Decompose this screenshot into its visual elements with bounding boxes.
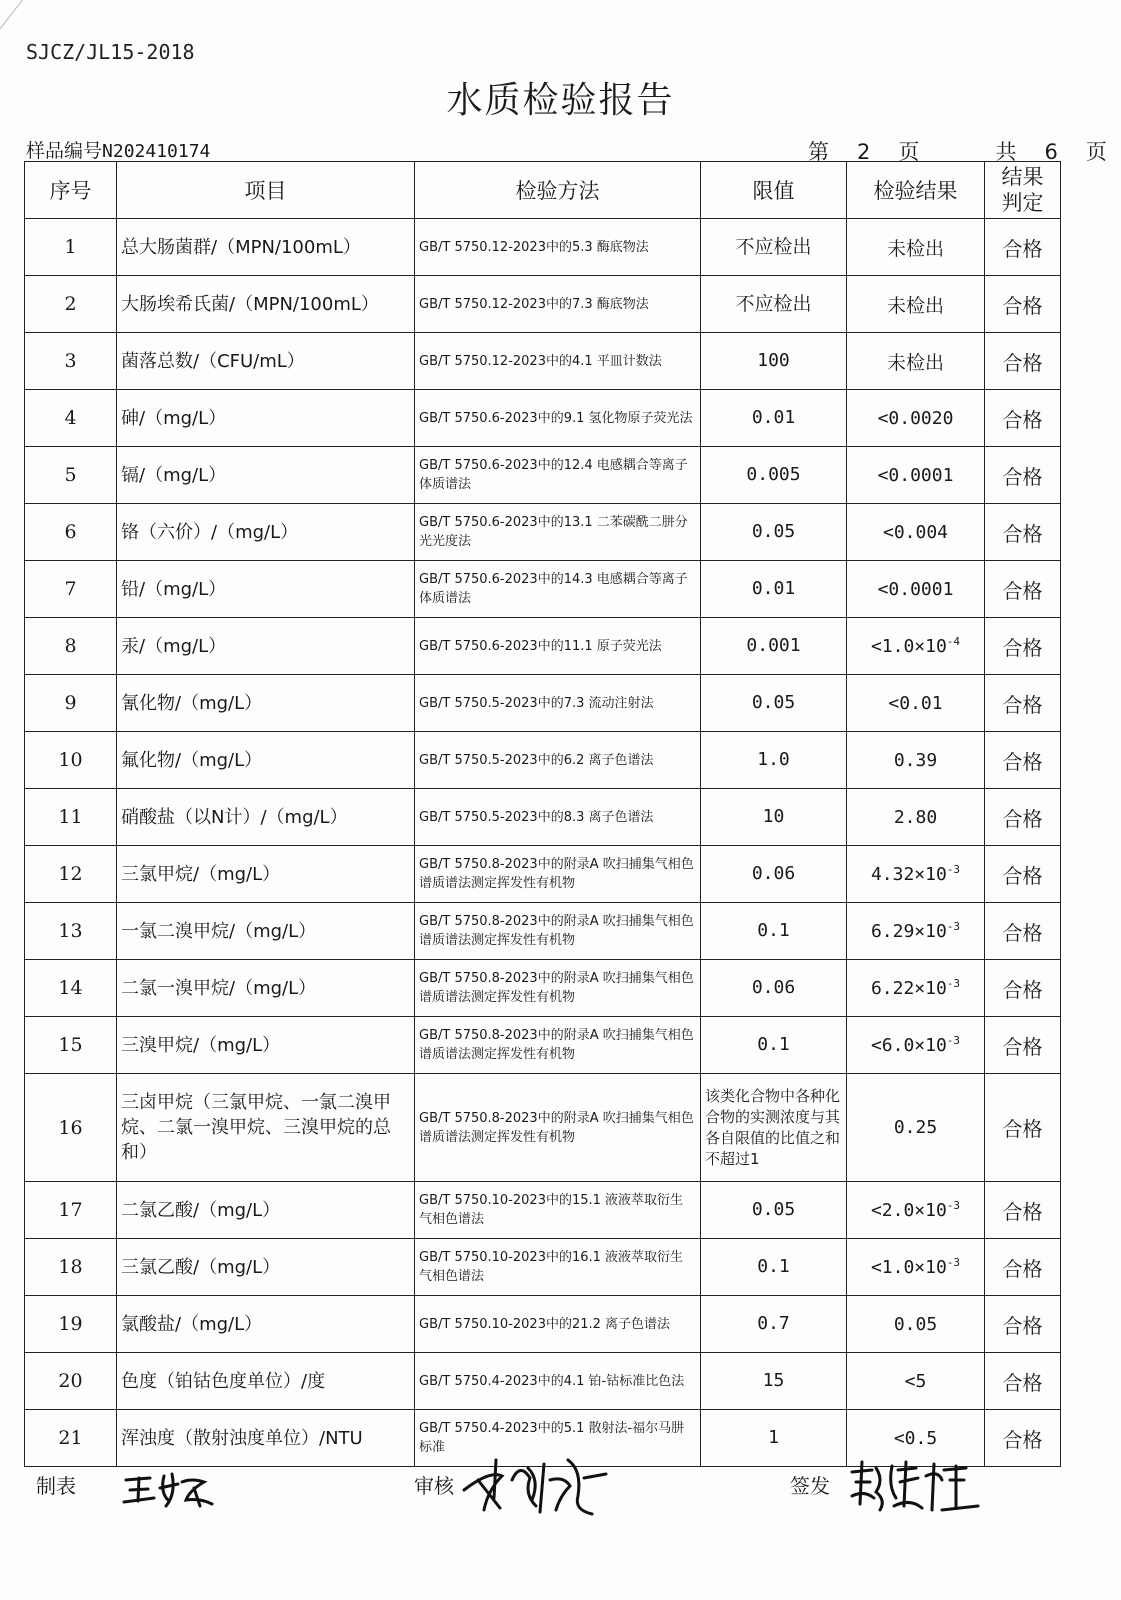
- row-number: 18: [25, 1239, 117, 1296]
- result-value: <0.004: [882, 521, 949, 543]
- result-cell: [847, 789, 985, 846]
- table-row: [25, 504, 1061, 561]
- header-judgement: 结果判定: [985, 162, 1061, 219]
- row-number: 8: [25, 618, 117, 675]
- test-item: 三氯乙酸/（mg/L）: [117, 1239, 415, 1296]
- table-row: [25, 675, 1061, 732]
- result-cell: [847, 390, 985, 447]
- result-cell: [847, 333, 985, 390]
- prepared-label: 制表: [36, 1474, 76, 1498]
- limit-value: 0.1: [701, 903, 847, 960]
- result-cell: [847, 276, 985, 333]
- result-exponent: -3: [946, 1199, 961, 1212]
- row-number: 11: [25, 789, 117, 846]
- judgement-value: 合格: [985, 732, 1061, 789]
- page-current: 2: [857, 140, 871, 164]
- judgement-value: 合格: [985, 1296, 1061, 1353]
- result-exponent: -3: [946, 1034, 961, 1047]
- header-limit: 限值: [701, 162, 847, 219]
- result-cell: [847, 1182, 985, 1239]
- test-method: GB/T 5750.8-2023中的附录A 吹扫捕集气相色谱质谱法测定挥发性有机物: [415, 960, 701, 1017]
- result-value: <0.5: [893, 1427, 938, 1449]
- result-value: <0.01: [888, 692, 943, 714]
- limit-value: 100: [701, 333, 847, 390]
- result-cell: [847, 561, 985, 618]
- table-row: [25, 732, 1061, 789]
- page-total: 6: [1044, 140, 1058, 164]
- judgement-value: 合格: [985, 276, 1061, 333]
- row-number: 21: [25, 1410, 117, 1467]
- reviewed-signature: [460, 1450, 610, 1520]
- table-row: [25, 276, 1061, 333]
- result-cell: [847, 960, 985, 1017]
- test-method: GB/T 5750.4-2023中的4.1 铂-钴标准比色法: [415, 1353, 701, 1410]
- judgement-value: 合格: [985, 333, 1061, 390]
- judgement-value: 合格: [985, 1182, 1061, 1239]
- test-item: 氰化物/（mg/L）: [117, 675, 415, 732]
- limit-value: 0.1: [701, 1017, 847, 1074]
- test-item: 镉/（mg/L）: [117, 447, 415, 504]
- judgement-value: 合格: [985, 390, 1061, 447]
- limit-value: 0.01: [701, 390, 847, 447]
- issued-signature: [846, 1456, 986, 1516]
- result-exponent: -3: [946, 920, 961, 933]
- test-item: 浑浊度（散射浊度单位）/NTU: [117, 1410, 415, 1467]
- table-row: [25, 1182, 1061, 1239]
- result-value: 0.05: [893, 1313, 938, 1335]
- result-value: 6.22×10: [870, 978, 947, 999]
- sample-number-value: N202410174: [102, 141, 211, 162]
- prepared-signature: [120, 1468, 220, 1510]
- judgement-value: 合格: [985, 1410, 1061, 1467]
- result-cell: [847, 675, 985, 732]
- test-item: 氯酸盐/（mg/L）: [117, 1296, 415, 1353]
- header-result: 检验结果: [847, 162, 985, 219]
- test-method: GB/T 5750.12-2023中的5.3 酶底物法: [415, 219, 701, 276]
- judgement-value: 合格: [985, 561, 1061, 618]
- test-item: 一氯二溴甲烷/（mg/L）: [117, 903, 415, 960]
- result-value: <6.0×10: [870, 1035, 947, 1056]
- report-title: 水质检验报告: [446, 80, 675, 121]
- result-cell: [847, 447, 985, 504]
- header-item: 项目: [117, 162, 415, 219]
- test-item: 色度（铂钴色度单位）/度: [117, 1353, 415, 1410]
- limit-value: 不应检出: [701, 276, 847, 333]
- limit-value: 0.7: [701, 1296, 847, 1353]
- limit-value: 0.06: [701, 960, 847, 1017]
- test-item: 砷/（mg/L）: [117, 390, 415, 447]
- row-number: 6: [25, 504, 117, 561]
- test-method: GB/T 5750.6-2023中的14.3 电感耦合等离子体质谱法: [415, 561, 701, 618]
- page-total-prefix: 共: [995, 140, 1017, 164]
- result-value: 未检出: [886, 294, 944, 317]
- row-number: 17: [25, 1182, 117, 1239]
- row-number: 4: [25, 390, 117, 447]
- result-cell: [847, 618, 985, 675]
- test-item: 菌落总数/（CFU/mL）: [117, 333, 415, 390]
- table-row: [25, 960, 1061, 1017]
- result-cell: [847, 846, 985, 903]
- sample-number-label: 样品编号: [26, 140, 103, 162]
- result-exponent: -3: [946, 1256, 961, 1269]
- row-number: 3: [25, 333, 117, 390]
- row-number: 5: [25, 447, 117, 504]
- result-value: <1.0×10: [870, 636, 947, 657]
- judgement-value: 合格: [985, 960, 1061, 1017]
- header-no: 序号: [25, 162, 117, 219]
- result-value: <2.0×10: [870, 1200, 947, 1221]
- result-cell: [847, 903, 985, 960]
- test-method: GB/T 5750.10-2023中的15.1 液液萃取衍生气相色谱法: [415, 1182, 701, 1239]
- results-table: [24, 161, 1061, 1467]
- result-value: 4.32×10: [870, 864, 947, 885]
- judgement-value: 合格: [985, 903, 1061, 960]
- table-row: [25, 903, 1061, 960]
- judgement-value: 合格: [985, 846, 1061, 903]
- limit-value: 0.001: [701, 618, 847, 675]
- row-number: 9: [25, 675, 117, 732]
- test-item: 硝酸盐（以N计）/（mg/L）: [117, 789, 415, 846]
- table-row: [25, 846, 1061, 903]
- test-method: GB/T 5750.8-2023中的附录A 吹扫捕集气相色谱质谱法测定挥发性有机物: [415, 1074, 701, 1182]
- result-exponent: -3: [946, 977, 961, 990]
- test-item: 三卤甲烷（三氯甲烷、一氯二溴甲烷、二氯一溴甲烷、三溴甲烷的总和）: [117, 1074, 415, 1182]
- result-value: <0.0001: [877, 578, 954, 600]
- table-row: [25, 1239, 1061, 1296]
- row-number: 12: [25, 846, 117, 903]
- judgement-value: 合格: [985, 219, 1061, 276]
- result-value: <0.0001: [877, 464, 954, 486]
- test-method: GB/T 5750.10-2023中的21.2 离子色谱法: [415, 1296, 701, 1353]
- judgement-value: 合格: [985, 1353, 1061, 1410]
- result-exponent: -3: [946, 863, 961, 876]
- table-row: [25, 1074, 1061, 1182]
- limit-value: 0.05: [701, 504, 847, 561]
- result-value: <1.0×10: [870, 1257, 947, 1278]
- judgement-value: 合格: [985, 675, 1061, 732]
- table-row: [25, 1296, 1061, 1353]
- test-method: GB/T 5750.8-2023中的附录A 吹扫捕集气相色谱质谱法测定挥发性有机物: [415, 846, 701, 903]
- limit-value: 10: [701, 789, 847, 846]
- test-method: GB/T 5750.8-2023中的附录A 吹扫捕集气相色谱质谱法测定挥发性有机物: [415, 903, 701, 960]
- result-value: 6.29×10: [870, 921, 947, 942]
- result-value: 2.80: [893, 806, 938, 828]
- judgement-value: 合格: [985, 1239, 1061, 1296]
- result-cell: [847, 504, 985, 561]
- table-row: [25, 618, 1061, 675]
- table-row: [25, 561, 1061, 618]
- test-item: 二氯一溴甲烷/（mg/L）: [117, 960, 415, 1017]
- limit-value: 1: [701, 1410, 847, 1467]
- judgement-value: 合格: [985, 1074, 1061, 1182]
- test-method: GB/T 5750.6-2023中的9.1 氢化物原子荧光法: [415, 390, 701, 447]
- test-method: GB/T 5750.6-2023中的11.1 原子荧光法: [415, 618, 701, 675]
- test-item: 汞/（mg/L）: [117, 618, 415, 675]
- result-value: 0.25: [893, 1117, 938, 1138]
- test-item: 大肠埃希氏菌/（MPN/100mL）: [117, 276, 415, 333]
- table-row: [25, 390, 1061, 447]
- judgement-value: 合格: [985, 504, 1061, 561]
- result-exponent: -4: [946, 635, 961, 648]
- judgement-value: 合格: [985, 1017, 1061, 1074]
- page-prefix: 第: [808, 140, 829, 164]
- limit-value: 不应检出: [701, 219, 847, 276]
- test-method: GB/T 5750.5-2023中的7.3 流动注射法: [415, 675, 701, 732]
- table-row: [25, 333, 1061, 390]
- limit-value: 0.05: [701, 1182, 847, 1239]
- test-item: 铅/（mg/L）: [117, 561, 415, 618]
- header-method: 检验方法: [415, 162, 701, 219]
- result-cell: [847, 1353, 985, 1410]
- test-method: GB/T 5750.5-2023中的8.3 离子色谱法: [415, 789, 701, 846]
- test-method: GB/T 5750.10-2023中的16.1 液液萃取衍生气相色谱法: [415, 1239, 701, 1296]
- table-row: [25, 1353, 1061, 1410]
- table-body: [25, 219, 1061, 1467]
- row-number: 20: [25, 1353, 117, 1410]
- judgement-value: 合格: [985, 447, 1061, 504]
- row-number: 16: [25, 1074, 117, 1182]
- row-number: 14: [25, 960, 117, 1017]
- limit-value: 0.1: [701, 1239, 847, 1296]
- test-item: 二氯乙酸/（mg/L）: [117, 1182, 415, 1239]
- test-method: GB/T 5750.6-2023中的13.1 二苯碳酰二肼分光光度法: [415, 504, 701, 561]
- table-row: [25, 1017, 1061, 1074]
- test-method: GB/T 5750.12-2023中的4.1 平皿计数法: [415, 333, 701, 390]
- issued-label: 签发: [790, 1474, 830, 1498]
- result-value: 未检出: [886, 237, 944, 260]
- row-number: 1: [25, 219, 117, 276]
- table-row: [25, 789, 1061, 846]
- result-value: 0.39: [893, 749, 938, 771]
- limit-value: 0.005: [701, 447, 847, 504]
- result-cell: [847, 1074, 985, 1182]
- test-method: GB/T 5750.8-2023中的附录A 吹扫捕集气相色谱质谱法测定挥发性有机物: [415, 1017, 701, 1074]
- test-item: 三氯甲烷/（mg/L）: [117, 846, 415, 903]
- page-mid: 页: [898, 140, 920, 164]
- result-cell: [847, 1239, 985, 1296]
- result-value: <5: [904, 1370, 927, 1392]
- row-number: 19: [25, 1296, 117, 1353]
- test-method: GB/T 5750.4-2023中的5.1 散射法-福尔马肼标准: [415, 1410, 701, 1467]
- test-method: GB/T 5750.5-2023中的6.2 离子色谱法: [415, 732, 701, 789]
- row-number: 10: [25, 732, 117, 789]
- judgement-value: 合格: [985, 618, 1061, 675]
- limit-value: 1.0: [701, 732, 847, 789]
- table-header-row: [25, 162, 1061, 219]
- result-cell: [847, 1017, 985, 1074]
- row-number: 13: [25, 903, 117, 960]
- result-cell: [847, 219, 985, 276]
- test-item: 总大肠菌群/（MPN/100mL）: [117, 219, 415, 276]
- test-item: 三溴甲烷/（mg/L）: [117, 1017, 415, 1074]
- limit-value: 15: [701, 1353, 847, 1410]
- limit-value: 0.06: [701, 846, 847, 903]
- limit-value: 该类化合物中各种化合物的实测浓度与其各自限值的比值之和不超过1: [701, 1074, 847, 1182]
- reviewed-label: 审核: [414, 1474, 454, 1498]
- result-value: <0.0020: [877, 407, 954, 429]
- result-cell: [847, 732, 985, 789]
- row-number: 15: [25, 1017, 117, 1074]
- row-number: 7: [25, 561, 117, 618]
- sample-number: [26, 136, 210, 163]
- table-row: [25, 447, 1061, 504]
- test-item: 铬（六价）/（mg/L）: [117, 504, 415, 561]
- page-suffix: 页: [1085, 140, 1107, 164]
- result-value: 未检出: [886, 351, 944, 374]
- result-cell: [847, 1296, 985, 1353]
- row-number: 2: [25, 276, 117, 333]
- limit-value: 0.05: [701, 675, 847, 732]
- test-item: 氟化物/（mg/L）: [117, 732, 415, 789]
- limit-value: 0.01: [701, 561, 847, 618]
- document-code: SJCZ/JL15-2018: [26, 40, 195, 64]
- table-row: [25, 219, 1061, 276]
- test-method: GB/T 5750.6-2023中的12.4 电感耦合等离子体质谱法: [415, 447, 701, 504]
- judgement-value: 合格: [985, 789, 1061, 846]
- test-method: GB/T 5750.12-2023中的7.3 酶底物法: [415, 276, 701, 333]
